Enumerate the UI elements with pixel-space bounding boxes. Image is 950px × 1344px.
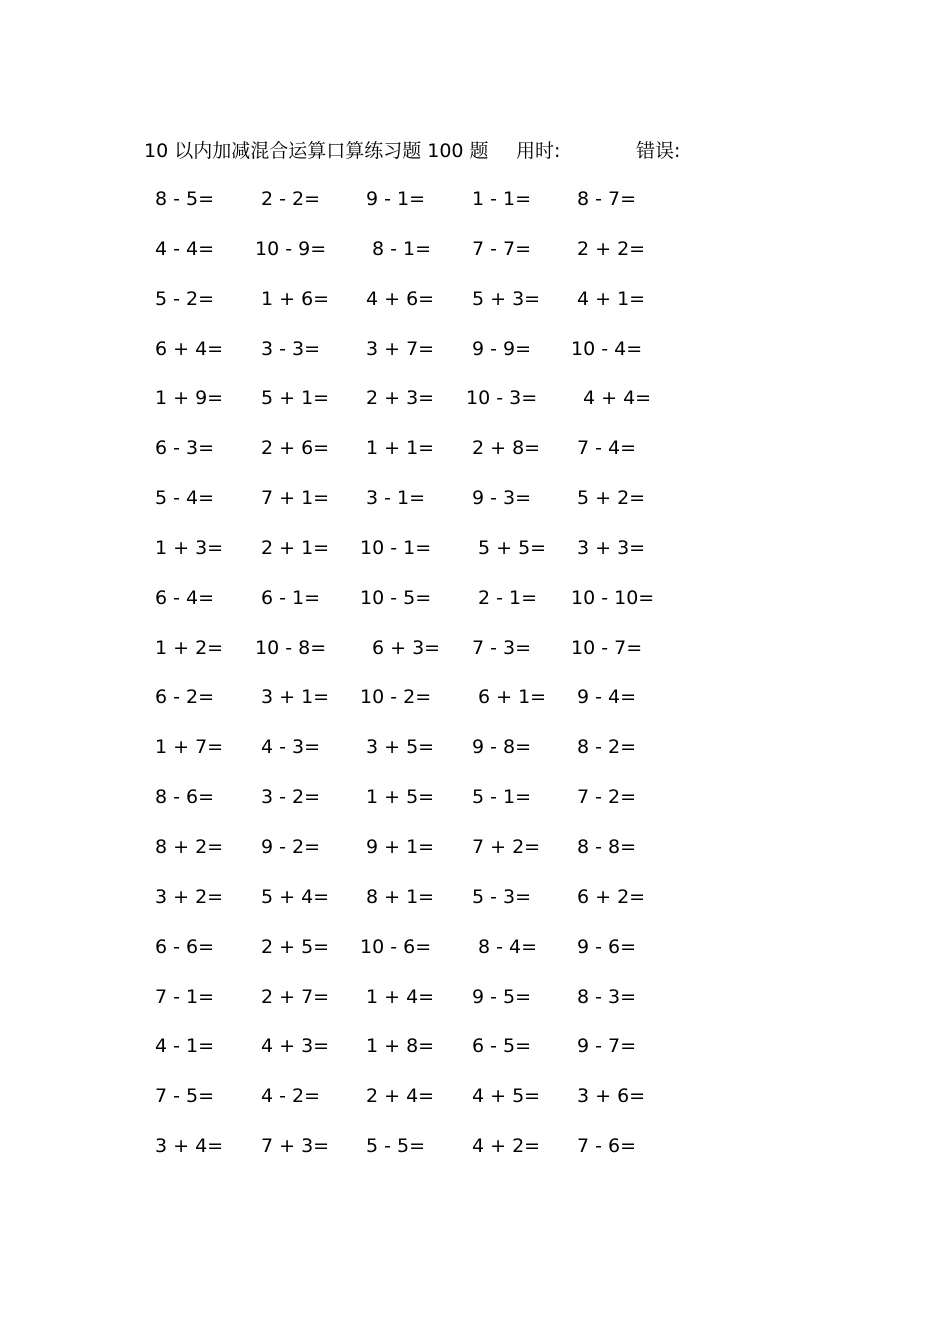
problem-row <box>0 982 950 1032</box>
math-problem: 2 + 1= <box>261 536 330 559</box>
math-problem: 10 - 1= <box>360 536 432 559</box>
math-problem: 9 - 1= <box>366 188 426 210</box>
problem-row <box>0 1131 950 1181</box>
math-problem: 9 - 5= <box>472 985 532 1008</box>
math-problem: 7 - 5= <box>155 1085 215 1108</box>
math-problem: 5 - 1= <box>472 786 532 809</box>
math-problem: 9 - 2= <box>261 835 321 858</box>
math-problem: 2 + 3= <box>366 387 435 410</box>
math-problem: 10 - 3= <box>466 387 538 410</box>
math-problem: 7 + 2= <box>472 835 541 858</box>
math-problem: 8 - 8= <box>577 835 637 858</box>
worksheet-title: 10 以内加减混合运算口算练习题 100 题 <box>144 140 489 162</box>
math-problem: 6 + 1= <box>478 686 547 709</box>
problem-row <box>0 682 950 732</box>
math-problem: 2 + 5= <box>261 935 330 958</box>
math-problem: 4 + 6= <box>366 287 435 310</box>
math-problem: 10 - 8= <box>255 636 327 659</box>
math-problem: 10 - 6= <box>360 935 432 958</box>
math-problem: 6 + 2= <box>577 885 646 908</box>
math-problem: 8 - 5= <box>155 188 215 210</box>
math-problem: 10 - 4= <box>571 337 643 360</box>
math-problem: 2 + 4= <box>366 1085 435 1108</box>
math-problem: 6 + 3= <box>372 636 441 659</box>
problem-row <box>0 184 950 234</box>
math-problem: 7 + 1= <box>261 487 330 510</box>
math-problem: 4 - 2= <box>261 1085 321 1108</box>
problem-row <box>0 932 950 982</box>
math-problem: 8 - 4= <box>478 935 538 958</box>
problem-row <box>0 1031 950 1081</box>
math-problem: 4 - 4= <box>155 237 215 260</box>
math-problem: 1 + 1= <box>366 437 435 460</box>
math-problem: 3 - 2= <box>261 786 321 809</box>
math-problem: 10 - 9= <box>255 237 327 260</box>
math-problem: 2 + 8= <box>472 437 541 460</box>
problem-row <box>0 334 950 384</box>
math-problem: 1 + 6= <box>261 287 330 310</box>
math-problem: 10 - 2= <box>360 686 432 709</box>
math-problem: 1 + 4= <box>366 985 435 1008</box>
math-problem: 7 - 7= <box>472 237 532 260</box>
problem-row <box>0 782 950 832</box>
math-problem: 9 - 4= <box>577 686 637 709</box>
math-problem: 7 + 3= <box>261 1135 330 1158</box>
math-problem: 5 - 5= <box>366 1135 426 1158</box>
math-problem: 1 + 9= <box>155 387 224 410</box>
math-problem: 5 + 3= <box>472 287 541 310</box>
math-problem: 10 - 7= <box>571 636 643 659</box>
math-problem: 1 + 5= <box>366 786 435 809</box>
math-problem: 2 + 2= <box>577 237 646 260</box>
problem-row <box>0 1081 950 1131</box>
math-problem: 6 - 5= <box>472 1035 532 1058</box>
math-problem: 7 - 1= <box>155 985 215 1008</box>
math-problem: 4 + 2= <box>472 1135 541 1158</box>
error-count-label: 错误: <box>636 140 681 162</box>
problem-row <box>0 284 950 334</box>
math-problem: 5 - 4= <box>155 487 215 510</box>
math-problem: 9 - 6= <box>577 935 637 958</box>
math-problem: 1 + 8= <box>366 1035 435 1058</box>
problem-row <box>0 732 950 782</box>
math-problem: 5 + 4= <box>261 885 330 908</box>
problem-row <box>0 234 950 284</box>
math-problem: 2 + 6= <box>261 437 330 460</box>
math-problem: 6 + 4= <box>155 337 224 360</box>
math-problem: 3 + 1= <box>261 686 330 709</box>
math-problem: 6 - 3= <box>155 437 215 460</box>
math-problem: 9 + 1= <box>366 835 435 858</box>
math-problem: 4 + 5= <box>472 1085 541 1108</box>
math-problem: 8 - 7= <box>577 188 637 210</box>
math-problem: 8 - 2= <box>577 736 637 759</box>
math-problem: 3 - 3= <box>261 337 321 360</box>
math-problem: 8 - 3= <box>577 985 637 1008</box>
math-problem: 3 + 2= <box>155 885 224 908</box>
math-problem: 3 + 6= <box>577 1085 646 1108</box>
math-problem: 3 + 5= <box>366 736 435 759</box>
problem-row <box>0 533 950 583</box>
math-problem: 9 - 7= <box>577 1035 637 1058</box>
problem-row <box>0 433 950 483</box>
math-problem: 4 + 4= <box>583 387 652 410</box>
math-problem: 4 + 1= <box>577 287 646 310</box>
math-problem: 7 - 4= <box>577 437 637 460</box>
math-problem: 8 - 6= <box>155 786 215 809</box>
math-problem: 5 + 5= <box>478 536 547 559</box>
problem-row <box>0 483 950 533</box>
math-problem: 9 - 3= <box>472 487 532 510</box>
math-problem: 6 - 6= <box>155 935 215 958</box>
math-problem: 1 - 1= <box>472 188 532 210</box>
math-problem: 3 - 1= <box>366 487 426 510</box>
math-problem: 4 - 1= <box>155 1035 215 1058</box>
math-problem: 2 - 2= <box>261 188 321 210</box>
math-problem: 7 - 2= <box>577 786 637 809</box>
math-problem: 8 + 1= <box>366 885 435 908</box>
problem-grid <box>0 184 950 1181</box>
problem-row <box>0 832 950 882</box>
math-problem: 5 - 2= <box>155 287 215 310</box>
problem-row <box>0 583 950 633</box>
math-problem: 4 - 3= <box>261 736 321 759</box>
math-problem: 1 + 3= <box>155 536 224 559</box>
worksheet-header <box>144 136 744 166</box>
math-problem: 6 - 2= <box>155 686 215 709</box>
math-problem: 4 + 3= <box>261 1035 330 1058</box>
problem-row <box>0 633 950 683</box>
math-problem: 3 + 7= <box>366 337 435 360</box>
math-problem: 2 - 1= <box>478 586 538 609</box>
math-problem: 8 + 2= <box>155 835 224 858</box>
time-used-label: 用时: <box>516 140 561 162</box>
math-problem: 5 - 3= <box>472 885 532 908</box>
math-problem: 2 + 7= <box>261 985 330 1008</box>
math-problem: 3 + 4= <box>155 1135 224 1158</box>
problem-row <box>0 882 950 932</box>
math-problem: 6 - 4= <box>155 586 215 609</box>
math-problem: 5 + 2= <box>577 487 646 510</box>
math-problem: 8 - 1= <box>372 237 432 260</box>
math-problem: 5 + 1= <box>261 387 330 410</box>
problem-row <box>0 383 950 433</box>
math-problem: 7 - 6= <box>577 1135 637 1158</box>
math-problem: 7 - 3= <box>472 636 532 659</box>
math-problem: 9 - 8= <box>472 736 532 759</box>
math-problem: 3 + 3= <box>577 536 646 559</box>
math-problem: 1 + 7= <box>155 736 224 759</box>
math-problem: 6 - 1= <box>261 586 321 609</box>
math-problem: 1 + 2= <box>155 636 224 659</box>
math-problem: 10 - 5= <box>360 586 432 609</box>
math-problem: 10 - 10= <box>571 586 655 609</box>
math-problem: 9 - 9= <box>472 337 532 360</box>
